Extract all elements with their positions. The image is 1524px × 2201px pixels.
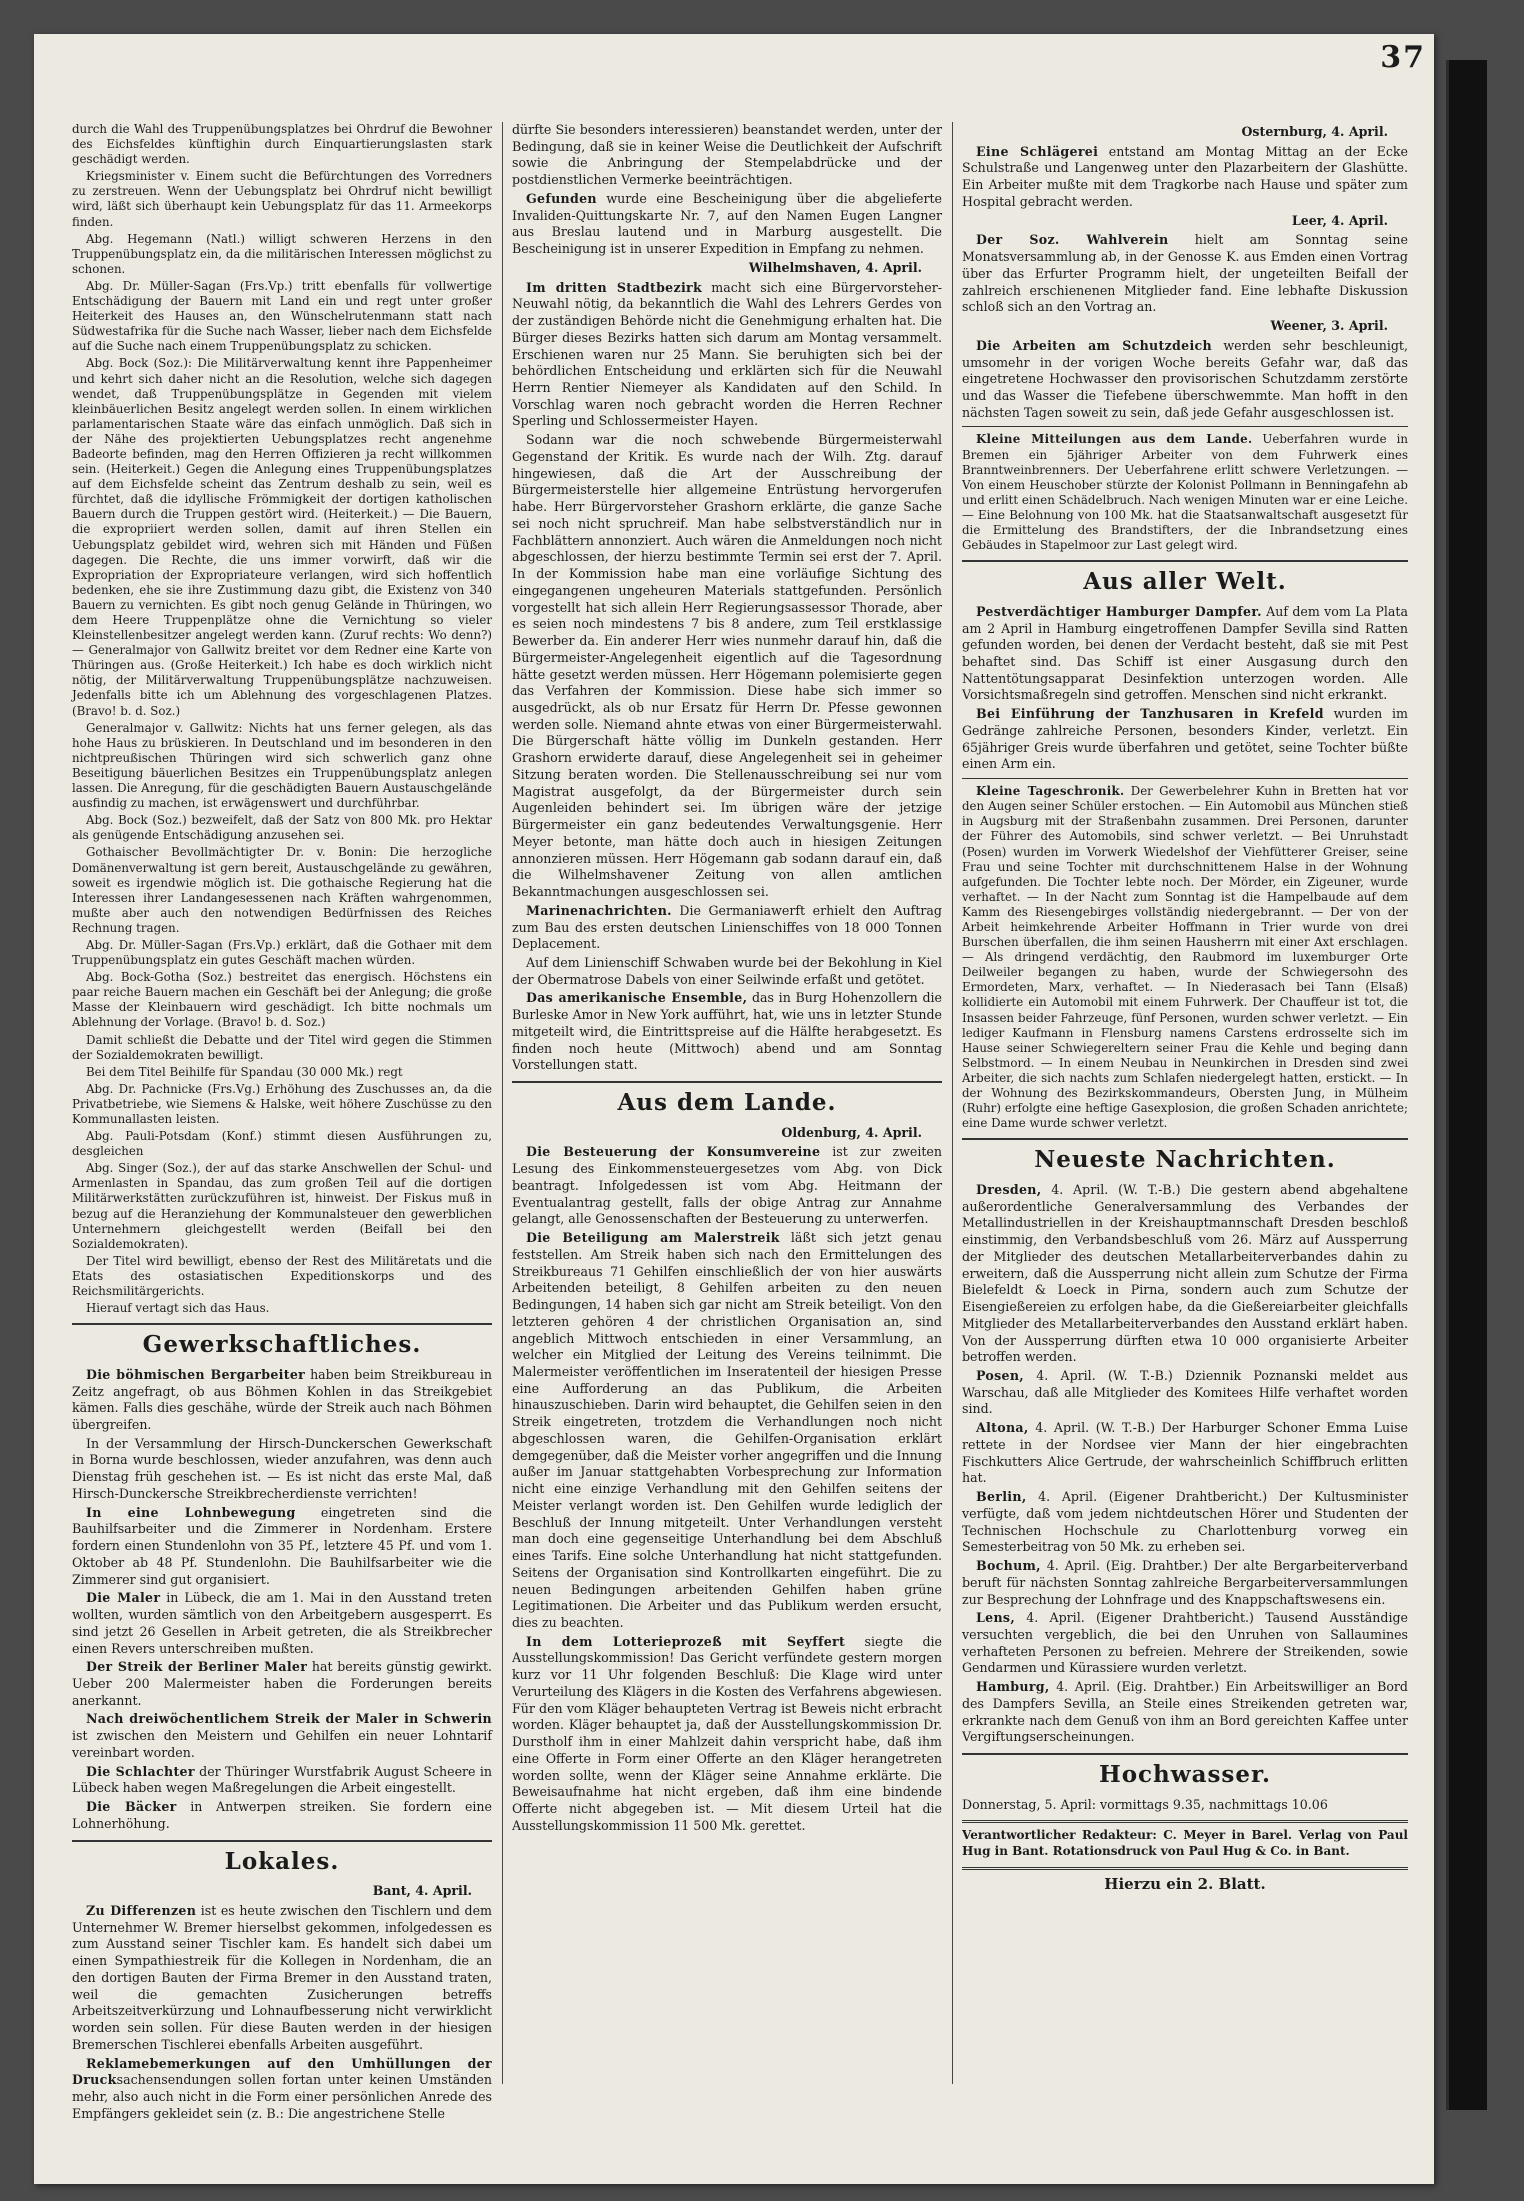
report-paragraph: Damit schließt die Debatte und der Titel wird gegen die Stimmen der Sozialdemokraten bewilligt. [72, 1032, 492, 1062]
report-paragraph: Abg. Singer (Soz.), der auf das starke Anschwellen der Schul- und Armenlasten in Spandau, das zum großen Teil auf die dortigen Militärwerkstätten zurückzuführen ist, hinweist. Der Fiskus muß in bezug auf die Heranziehung der Kommunalsteuer den gewerblichen Unternehmern gleichgestellt werden (Beifall bei den Sozialdemokraten). [72, 1161, 492, 1251]
reichstag-report [72, 122, 492, 1316]
item-rubric: Die Besteuerung der Konsumvereine [526, 1144, 821, 1160]
tide-times: Donnerstag, 5. April: vormittags 9.35, nachmittags 10.06 [962, 1796, 1328, 1812]
item-text: 4. April. (Eigener Drahtbericht.) Der Kultusminister verfügte, daß vom jedem nichtdeutschen Hörer und Studenten der Technischen Hochschule zu Charlottenburg vorweg ein Semesterbeitrag von 50 Mk. zu erheben sei. [962, 1489, 1408, 1555]
item-rubric: Dresden, [976, 1181, 1042, 1197]
dateline: Wilhelmshaven, 4. April. [748, 259, 922, 275]
item-rubric: Reklamebemerkungen auf den Umhüllungen der Druck [72, 2055, 492, 2088]
news-item [962, 1610, 1408, 1677]
item-rubric: Altona, [976, 1420, 1029, 1436]
news-item [962, 144, 1408, 211]
news-item [962, 604, 1408, 704]
report-paragraph: Hierauf vertagt sich das Haus. [86, 1301, 270, 1316]
item-text: hielt am Sonntag seine Monatsversammlung ab, in der Genosse K. aus Emden einen Vortrag über das Erfurter Programm hielt, der ungeteilten Beifall der zahlreich erschienenen Mitglieder fand. Eine lebhafte Diskussion schloß sich an den Vortrag an. [962, 232, 1408, 315]
report-paragraph: Kriegsminister v. Einem sucht die Befürchtungen des Vorredners zu zerstreuen. Wenn der Uebungsplatz bei Ohrdruf nicht bewilligt wird, läßt sich überhaupt kein Uebungsplatz für das 11. Armeekorps finden. [72, 169, 492, 229]
news-item [72, 1764, 492, 1797]
column-left [72, 122, 493, 2121]
item-rubric: Pestverdächtiger Hamburger Dampfer. [976, 603, 1262, 619]
dateline: Leer, 4. April. [1291, 212, 1388, 228]
item-rubric: Bei Einführung der Tanzhusaren in Krefeld [976, 706, 1324, 722]
item-rubric: Zu Differenzen [86, 1902, 197, 1918]
report-paragraph: Abg. Dr. Müller-Sagan (Frs.Vp.) tritt ebenfalls für vollwertige Entschädigung der Bauern mit Land ein und regt unter großer Heiterkeit des Hauses an, den Wünschelrutenmann statt nach Südwestafrika für die Suche nach Wasser, lieber nach dem Eichsfelde auf die Suche nach einem Truppenübungsplatz zu schicken. [72, 278, 492, 354]
section-divider [72, 1323, 492, 1325]
report-paragraph: Abg. Pauli-Potsdam (Konf.) stimmt diesen Ausführungen zu, desgleichen [72, 1129, 492, 1159]
section-heading: Hochwasser. [1098, 1761, 1272, 1789]
column-rule [952, 122, 953, 2084]
item-text: das in Burg Hohenzollern die Burleske Amor in New York aufführt, hat, wie uns in letzter Stunde mitgeteilt wird, die Eintrittspreise auf die Hälfte herabgesetzt. Es finden noch heute (Mittwoch) abend und am Sonntag Vorstellungen statt. [512, 990, 942, 1073]
news-item [512, 191, 942, 258]
item-text: ist es heute zwischen den Tischlern und dem Unternehmer W. Bremer hierselbst gekommen, infolgedessen es zum Ausstand seiner Tischler kam. Es handelt sich dabei um einen Sympathiestreik für die Kollegen in Nordenham, die an den dortigen Bauten der Firma Bremer in den Ausstand traten, weil die gemachten Zusicherungen betreffs Arbeitszeitverkürzung und Lohnaufbesserung nicht verwirklicht worden sein sollen. Für diese Bauten werden in der hiesigen Bremerschen Tischlerei ebenfalls Arbeiten ausgeführt. [72, 1902, 492, 2052]
report-paragraph: Bei dem Titel Beihilfe für Spandau (30 000 Mk.) regt [86, 1064, 403, 1079]
page-binding-edge [1446, 60, 1487, 2110]
section-heading: Aus aller Welt. [1083, 568, 1287, 596]
item-rubric: Kleine Tageschronik. [976, 784, 1125, 799]
news-item [72, 1903, 492, 2054]
item-text: haben beim Streikbureau in Zeitz angefragt, ob aus Böhmen Kohlen in das Streikgebiet kämen. Falls dies geschähe, würde der Streik auch nach Böhmen übergreifen. [72, 1366, 492, 1432]
news-item [962, 1558, 1408, 1608]
item-rubric: Im dritten Stadtbezirk [526, 279, 702, 295]
item-text: wurden im Gedränge zahlreiche Personen, besonders Kinder, verletzt. Ein 65jähriger Greis wurde überfahren und getötet, seine Tochter büßte einen Arm ein. [962, 706, 1408, 772]
item-rubric: Eine Schlägerei [976, 143, 1099, 159]
section-divider [962, 1820, 1408, 1823]
supplement-notice: Hierzu ein 2. Blatt. [1104, 1874, 1266, 1893]
news-item [72, 1590, 492, 1657]
item-rubric: Berlin, [976, 1489, 1027, 1505]
section-neueste-nachrichten [962, 1145, 1408, 1746]
news-item [962, 706, 1408, 773]
dateline: Weener, 3. April. [1270, 318, 1388, 334]
news-item [512, 280, 942, 431]
news-item [962, 232, 1408, 316]
item-rubric: Der Streik der Berliner Maler [86, 1659, 308, 1675]
report-paragraph: Abg. Dr. Pachnicke (Frs.Vg.) Erhöhung des Zuschusses an, da die Privatbetriebe, wie Siemens & Halske, weit höhere Zuschüsse zu den Kommunallasten leisten. [72, 1081, 492, 1126]
news-item [72, 1711, 492, 1761]
news-item [512, 955, 942, 988]
section-divider [962, 1138, 1408, 1140]
report-paragraph: Der Titel wird bewilligt, ebenso der Rest des Militäretats und die Etats des ostasiatischen Expeditionskorps und des Reichsmilitärgerichts. [72, 1253, 492, 1299]
news-item [72, 1436, 492, 1503]
news-item [962, 1679, 1408, 1746]
item-rubric: Hamburg, [976, 1679, 1050, 1695]
news-item [962, 1182, 1408, 1366]
item-text: in Antwerpen streiken. Sie fordern eine Lohnerhöhung. [72, 1799, 492, 1831]
item-text: hat bereits günstig gewirkt. Ueber 200 Malermeister haben die Forderungen bereits anerkannt. [72, 1659, 493, 1708]
item-text: ist zwischen den Meistern und Gehilfen ein neuer Lohntarif vereinbart worden. [72, 1728, 492, 1760]
newspaper-page [34, 34, 1434, 2184]
item-text: eingetreten sind die Bauhilfsarbeiter und die Zimmerer in Nordenham. Erstere fordern einen Stundenlohn von 35 Pf., letztere 45 Pf. und vom 1. Oktober ab 48 Pf. Stundenlohn. Die Bauhilfsarbeiter wie die Zimmerer sind gut organisiert. [72, 1504, 492, 1587]
news-item [72, 1505, 492, 1589]
item-text: 4. April. (W. T.-B.) Die gestern abend abgehaltene außerordentliche Generalversammlung des Verbandes der Metallindustriellen in der Kreishauptmannschaft Dresden beschloß einstimmig, den Verbandsbeschluß vom 26. März auf Aussperrung der Mitglieder des deutschen Metallarbeiterverbandes dahin zu erweitern, daß die Aussperrung nicht allein zum Schutze der Firma Bielefeldt & Loeck in Pirna, sondern auch zum Schutze der Eisengießereien zu erfolgen habe, da die Gießereiarbeiter gleichfalls Mitglieder des Metallarbeiterverbandes den Ausstand erklärt haben. Von der Aussperrung dürften etwa 10 000 organisierte Arbeiter betroffen werden. [962, 1181, 1408, 1365]
news-item [962, 784, 1408, 1131]
item-rubric: Das amerikanische Ensemble, [526, 990, 748, 1006]
item-rubric: Die Maler [86, 1590, 161, 1606]
news-item [512, 432, 942, 901]
news-item [72, 1659, 492, 1709]
item-text: wurde eine Bescheinigung über die abgelieferte Invaliden-Quittungskarte Nr. 7, auf den Namen Eugen Langner aus Breslau lautend und in Marburg ausgestellt. Die Bescheinigung ist in unserer Expedition in Empfang zu nehmen. [512, 190, 942, 257]
item-rubric: Kleine Mitteilungen aus dem Lande. [976, 432, 1253, 447]
report-paragraph: Abg. Bock-Gotha (Soz.) bestreitet das energisch. Höchstens ein paar reiche Bauern machen ein Geschäft bei der Anlegung; die große Masse der Kleinbauern wird geschädigt. Ich bitte nochmals um Ablehnung der Vorlage. (Bravo! b. d. Soz.) [72, 970, 492, 1030]
item-rubric: Bochum, [976, 1558, 1041, 1574]
report-paragraph: Generalmajor v. Gallwitz: Nichts hat uns ferner gelegen, als das hohe Haus zu brüskieren. In Deutschland und im besonderen in den nichtpreußischen Thüringen wird sich schwerlich ganz ohne Beseitigung bäuerlichen Besitzes ein Truppenübungsplatz anlegen lassen. Die Anregung, für die geschädigten Bauern Austauschgelände ausfindig zu machen, ist erwägenswert und durchführbar. [72, 720, 492, 811]
column-middle [512, 122, 942, 2104]
item-text: 4. April. (Eig. Drahtber.) Ein Arbeitswilliger an Bord des Dampfers Sevilla, an Steile eines Streikenden getreten war, erkrankte nach dem Genuß von ihm an Bord gereichten Kaffee unter Vergiftungserscheinungen. [962, 1679, 1408, 1745]
item-rubric: Die böhmischen Bergarbeiter [86, 1366, 306, 1382]
item-rubric: Gefunden [526, 190, 597, 206]
report-paragraph: durch die Wahl des Truppenübungsplatzes bei Ohrdruf die Bewohner des Eichsfeldes künftighin durch Einquartierungslasten stark geschädigt werden. [72, 122, 492, 167]
report-paragraph: Abg. Dr. Müller-Sagan (Frs.Vp.) erklärt, daß die Gothaer mit dem Truppenübungsplatz ein gutes Geschäft machen würden. [72, 937, 492, 968]
item-text: sachensendungen sollen fortan unter keinen Umständen mehr, also auch nicht in die Form einer persönlichen Anrede des Empfängers gekleidet sein (z. B.: Die angestrichene Stelle [72, 2072, 492, 2121]
item-text: werden sehr beschleunigt, umsomehr in der vorigen Woche bereits Gefahr war, daß das eingetretene Hochwasser den provisorischen Schutzdamm zerstörte und das Wasser die Tiefebene überschwemmte. Man hofft in den nächsten Tagen soweit zu sein, daß jede Gefahr ausgeschlossen ist. [962, 337, 1408, 420]
item-text: Der Gewerbelehrer Kuhn in Bretten hat vor den Augen seiner Schüler erstochen. — Ein Automobil aus München stieß in Augsburg mit der Straßenbahn zusammen. Drei Personen, darunter der Führer des Automobils, sind schwer verletzt. — Bei Unruhstadt (Posen) wurden im Vorwerk Wiedelshof der Viehfütterer Greiser, seine Frau und seine Tochter mit durchschnittenem Halse in der Wohnung aufgefunden. Die Tochter lebte noch. Der Mörder, ein Zigeuner, wurde verhaftet. — In der Nacht zum Sonntag ist die Hampelbaude auf dem Kamm des Riesengebirges vollständig niedergebrannt. — Der von der Arbeit heimkehrende Arbeiter Hoffmann in Trier wurde von drei Burschen überfallen, die ihm seinen Hausherrn mit einer Axt erschlagen. — Als dringend verdächtig, den Raubmord im luxemburger Orte Deilweiler begangen zu haben, wurde der Schwiegersohn des Ermordeten, Marx, verhaftet. — In Niederasach bei Tann (Elsaß) kollidierte ein Automobil mit einem Fuhrwerk. Der Chauffeur ist tot, die Insassen beider Fahrzeuge, fünf Personen, wurden schwer verletzt. — Ein lediger Kaufmann in Flensburg namens Carstens erdrosselte sich im Hause seiner Schwiegereltern seiner Frau die Kehle und beging dann Selbstmord. — In einem Neubau in Neunkirchen in Dresden sind zwei Arbeiter, die sich nachts zum Schlafen niedergelegt hatten, erstickt. — In der Wohnung des Bezirkskommandeurs, Obersten Jung, in Mülheim (Ruhr) erfolgte eine heftige Gasexplosion, die großen Schaden anrichtete; eine Dame wurde schwer verletzt. [962, 784, 1408, 1131]
section-lokales [72, 1847, 492, 2123]
news-item [512, 1634, 942, 1835]
news-item [512, 903, 942, 953]
item-text: Die Germaniawerft erhielt den Auftrag zum Bau des ersten deutschen Linienschiffes von 18 000 Tonnen Deplacement. [512, 902, 942, 952]
item-text: macht sich eine Bürgervorsteher-Neuwahl nötig, da bekanntlich die Wahl des Lehrers Gerdes von der zuständigen Behörde nicht die Genehmigung erhalten hat. Die Bürger dieses Bezirks hatten sich darum am Montag versammelt. Erschienen waren nur 25 Mann. Sie beruhigten sich bei der behördlichen Entscheidung und erklärten sich für die Neuwahl Herrn Rentier Niemeyer als Kandidaten auf den Schild. In Vorschlag waren noch gebracht worden die Herren Rechner Sperling und Schlossermeister Hayen. [512, 279, 942, 429]
column-rule [502, 122, 503, 2084]
item-rubric: Die Schlachter [86, 1763, 195, 1779]
item-rubric: Die Arbeiten am Schutzdeich [976, 337, 1212, 353]
item-rubric: Posen, [976, 1367, 1024, 1383]
news-item [962, 338, 1408, 422]
news-item [72, 1367, 492, 1434]
continued-paragraph: dürfte Sie besonders interessieren) beanstandet werden, unter der Bedingung, daß sie in keiner Weise die Deutlichkeit der Aufschrift sowie die Anbringung der Stempelabdrücke und der postdienstlichen Vermerke beeinträchtigen. [512, 122, 942, 188]
item-text: Ueberfahren wurde in Bremen ein 5jähriger Arbeiter von dem Fuhrwerk eines Branntweinbrenners. Der Ueberfahrene erlitt schwere Verletzungen. — Von einem Heuschober stürzte der Kolonist Pollmann in Benningafehn ab und erlitt einen Schädelbruch. Nach wenigen Minuten war er eine Leiche. — Eine Belohnung von 100 Mk. hat die Staatsanwaltschaft ausgesetzt für die Ermittelung des Brandstifters, der die Inbrandsetzung eines Gebäudes in Stapelmoor zur Last gelegt wird. [962, 432, 1408, 553]
item-text: Auf dem Linienschiff Schwaben wurde bei der Bekohlung in Kiel der Obermatrose Dabels von einer Seilwinde erfaßt und getötet. [512, 954, 942, 987]
news-item [72, 2056, 492, 2123]
section-hochwasser [962, 1760, 1408, 1813]
item-text: Auf dem vom La Plata am 2 April in Hamburg eingetroffenen Dampfer Sevilla sind Ratten gefunden worden, bei denen der Verdacht besteht, daß sie mit Pest behaftet sind. Das Schiff ist einer Ausgasung durch den Nattentötungsapparat Desinfektion unterzogen worden. Alle Vorsichtsmaßregeln sind getroffen. Menschen sind nicht erkrankt. [962, 603, 1408, 703]
section-heading: Aus dem Lande. [617, 1089, 837, 1117]
column-right [962, 122, 1408, 2104]
item-text: In der Versammlung der Hirsch-Dunckerschen Gewerkschaft in Borna wurde beschlossen, wieder anzufahren, was denn auch Dienstag früh geschehen ist. — Es ist nicht das erste Mal, daß Hirsch-Dunckersche Streikbrecherdienste verrichten! [72, 1435, 492, 1501]
section-divider [962, 1867, 1408, 1870]
report-paragraph: Abg. Hegemann (Natl.) willigt schweren Herzens in den Truppenübungsplatz ein, da die militärischen Interessen möglichst zu schonen. [72, 231, 492, 276]
report-paragraph: Abg. Bock (Soz.): Die Militärverwaltung kennt ihre Pappenheimer und kehrt sich daher nicht an die Resolution, welche sich dagegen wendet, daß Truppenübungsplätze in Gegenden mit vielem kleinbäuerlichen Besitz angelegt werden sollen. In einem wirklichen parlamentarischen Staate wäre das einfach unmöglich. Daß sich in der Nähe des projektierten Uebungsplatzes recht angenehme Badeorte befinden, mag den Herren Offizieren ja recht willkommen sein. (Heiterkeit.) Gegen die Anlegung eines Truppenübungsplatzes auf dem Eichsfelde scheint das Zentrum deshalb zu sein, weil es fürchtet, daß die idyllische Frömmigkeit der dortigen katholischen Bauern durch die Truppen gestört wird. (Heiterkeit.) — Die Bauern, die expropriiert werden sollen, damit auf ihren Stellen ein Uebungsplatz gebildet wird, wehren sich mit Händen und Füßen dagegen. Die Rechte, die uns immer vorwirft, daß wir die Expropriation der Expropriateure verlangen, wird sich hoffentlich bedenken, ehe sie ihre Zustimmung dazu gibt, die Existenz von 340 Bauern zu vernichten. Es gibt noch genug Gelände in Thüringen, wo dem Heere Truppenplätze ohne die Vernichtung so vieler Kleinstellenbesitzer angelegt werden kann. (Zuruf rechts: Wo denn?) — Generalmajor von Gallwitz breitet vor dem Redner eine Karte von Thüringen aus. (Große Heiterkeit.) Ich habe es doch wirklich nicht nötig, der Militärverwaltung Truppenübungsplätze nachzuweisen. Jedenfalls bitte ich um Ablehnung des vorgeschlagenen Platzes. (Bravo! b. d. Soz.) [72, 356, 492, 718]
news-item [72, 1799, 492, 1832]
section-divider [962, 560, 1408, 562]
item-text: 4. April. (W. T.-B.) Der Harburger Schoner Emma Luise rettete in der Nordsee vier Mann der hier eingebrachten Fischkutters Alice Gertrude, der wahrscheinlich Schiffbruch erlitten hat. [962, 1420, 1408, 1486]
section-aus-aller-welt [962, 567, 1408, 1131]
item-text: Sodann war die noch schwebende Bürgermeisterwahl Gegenstand der Kritik. Es wurde nach der Wilh. Ztg. darauf hingewiesen, daß die Art der Ausschreibung der Bürgermeisterstelle hier allgemeine Entrüstung hervorgerufen habe. Herr Bürgervorsteher Grashorn erklärte, die ganze Sache sei noch nicht spruchreif. Man habe selbstverständlich nur in Fachblättern annonziert. Auch wären die Anmeldungen noch nicht abgeschlossen, der hierzu bestimmte Termin sei erst der 7. April. In der Kommission habe man eine vorläufige Sichtung des eingegangenen ungeheuren Materials stattgefunden. Persönlich vorgestellt hat sich allein Herr Regierungsassessor Thorade, aber es seien noch mindestens 7 bis 8 andere, zum Teil erstklassige Bewerber da. Ein anderer Herr wies nunmehr darauf hin, daß die Bürgermeister-Angelegenheit eigentlich auf die Tagesordnung hätte gesetzt werden müssen. Herr Högemann polemisierte gegen das Verfahren der Kommission. Diese habe sich immer so ausgedrückt, als ob nur Ersatz für Herrn Dr. Pfesse gewonnen werden solle. Niemand ahnte etwas von einer Bürgermeisterwahl. Die Bürgerschaft hätte völlig im Dunkeln gestanden. Herr Grashorn erwiderte darauf, diese Angelegenheit sei in geheimer Sitzung beraten worden. Die Stellenausschreibung sei nur vom Magistrat ausgefolgt, da der Bürgermeister durch sein Augenleiden behindert sei. Im übrigen wäre der jetzige Bürgermeister ein ganz bedeutendes Verwaltungsgenie. Herr Meyer betonte, man hätte doch auch in hiesigen Zeitungen annonzieren müssen. Herr Högemann gab sodann darauf ein, daß die Wilhelmshavener Zeitung von allen amtlichen Bekanntmachungen ausgeschlossen sei. [512, 432, 942, 900]
section-gewerkschaftliches [72, 1330, 492, 1832]
news-item [962, 1489, 1408, 1556]
dateline: Bant, 4. April. [372, 1883, 472, 1899]
dateline: Osternburg, 4. April. [1241, 124, 1388, 139]
item-text: 4. April. (Eigener Drahtbericht.) Tausend Ausständige versuchten vergeblich, die bei den Unruhen von Sallaumines verhafteten Personen zu befreien. Mehrere der Streikenden, sowie Gendarmen und Kürassiere wurden verletzt. [962, 1610, 1408, 1676]
item-text: siegte die Ausstellungskommission! Das Gericht verfündete gestern morgen kurz vor 11 Uhr folgenden Beschluß: Die Klage wird unter Verurteilung des Klägers in die Kosten des Verfahrens abgewiesen. Für den vom Kläger behaupteten Vertrag ist Beweis nicht erbracht worden. Kläger behauptet ja, daß der Ausstellungskommission Dr. Durstholf ihm in einer Mahlzeit dahin verspricht habe, daß ihm eine Offerte in Form einer Offerte an den Kläger herangetreten worden sollte, wenn der Kläger seine Annahme erklärte. Die Beweisaufnahme hat nicht ergeben, daß ihm eine bindende Offerte nicht abgegeben ist. — Mit diesem Urteil hat die Ausstellungskommission 11 500 Mk. gerettet. [512, 1633, 942, 1833]
dateline: Oldenburg, 4. April. [781, 1124, 922, 1140]
item-text: entstand am Montag Mittag an der Ecke Schulstraße und Langenweg unter den Plazarbeitern der Glashütte. Ein Arbeiter mußte mit dem Tragkorbe nach Hause und später zum Hospital gebracht werden. [962, 143, 1408, 209]
item-rubric: Der Soz. Wahlverein [976, 232, 1169, 248]
item-rubric: Die Beteiligung am Malerstreik [526, 1230, 780, 1246]
item-rubric: In dem Lotterieprozeß mit Seyffert [526, 1633, 846, 1649]
section-heading: Gewerkschaftliches. [142, 1331, 422, 1359]
item-rubric: Marinenachrichten. [526, 902, 672, 918]
news-item [962, 1368, 1408, 1418]
section-divider [72, 1840, 492, 1842]
item-text: 4. April. (Eig. Drahtber.) Der alte Bergarbeiterverband beruft für nächsten Sonntag zahlreiche Bergarbeiterversammlungen zur Besprechung der Lohnfrage und des Knappschaftswesens ein. [962, 1558, 1408, 1607]
news-item [962, 1420, 1408, 1487]
news-item [512, 1144, 942, 1228]
item-rubric: Nach dreiwöchentlichem Streik der Maler in Schwerin [86, 1711, 492, 1727]
section-divider [962, 426, 1408, 427]
item-text: 4. April. (W. T.-B.) Dziennik Poznanski meldet aus Warschau, daß alle Mitglieder des Komitees Hilfe verhaftet worden sind. [962, 1367, 1408, 1417]
page-number: 37 [1380, 40, 1426, 75]
item-rubric: Die Bäcker [86, 1799, 177, 1815]
item-text: in Lübeck, die am 1. Mai in den Ausstand treten wollten, wurden sämtlich von den Arbeitgebern ausgesperrt. Es sind jetzt 26 Gesellen in Arbeit getreten, die als Streikbrecher einen Revers unterschreiben mußten. [72, 1590, 492, 1656]
section-divider [962, 1753, 1408, 1755]
item-rubric: Lens, [976, 1610, 1015, 1626]
item-rubric: In eine Lohnbewegung [86, 1504, 296, 1520]
section-aus-dem-lande [512, 1088, 942, 1834]
imprint: Verantwortlicher Redakteur: C. Meyer in Barel. Verlag von Paul Hug in Bant. Rotationsdruck von Paul Hug & Co. in Bant. [962, 1828, 1408, 1859]
item-text: läßt sich jetzt genau feststellen. Am Streik haben sich nach den Ermittelungen des Streikbureaus 71 Gehilfen einschließlich der von hier auswärts Arbeitenden beteiligt, 8 Gehilfen arbeiten zu den neuen Bedingungen, 14 haben sich gar nicht am Streik beteiligt. Von den letzteren gehören 4 der christlichen Organisation an, sind angeblich Mittwoch entschieden in einer Versammlung, an welcher ein Mitglied der Leitung des Vereins teilnimmt. Die Malermeister veröffentlichen im Inseratenteil der hiesigen Presse eine Aufforderung an das Publikum, die Arbeiten hinauszuschieben. Darin wird behauptet, die Gehilfen seien in den Streik eingetreten, trotzdem die Verhandlungen noch nicht abgeschlossen waren, die Gehilfen-Organisation erklärt demgegenüber, daß die Meister vorher angegriffen und die Innung außer im Januar stattgehabten Vorbesprechung zur Information nicht eine einzige Verhandlung mit den Gehilfen seitens der Meister verlangt worden ist. Den Gehilfen wurde lediglich der Beschluß der Innung mitgeteilt. Unter Verhandlungen versteht man doch eine gegenseitige Unterhandlung bei dem Abschluß eines Tarifs. Eine solche Unterhandlung hat nicht stattgefunden. Seitens der Organisation sind Kontrollkarten eingeführt. Die zu neuen Bedingungen arbeitenden Gehilfen haben grüne Legitimationen. Die Arbeiter und das Publikum werden ersucht, dies zu beachten. [512, 1230, 942, 1630]
item-text: der Thüringer Wurstfabrik August Scheere in Lübeck haben wegen Maßregelungen die Arbeit eingestellt. [72, 1763, 492, 1796]
section-divider [512, 1081, 942, 1083]
news-item [512, 990, 942, 1074]
item-text: ist zur zweiten Lesung des Einkommensteuergesetzes vom Abg. von Dick beantragt. Infolgedessen ist vom Abg. Heitmann der Eventualantrag gestellt, falls der obige Antrag zur Annahme gelangt, alle Genossenschaften der Besteuerung zu unterwerfen. [512, 1144, 942, 1227]
section-heading: Lokales. [224, 1847, 340, 1875]
section-heading: Neueste Nachrichten. [1034, 1146, 1336, 1174]
section-wilhelmshaven [512, 260, 942, 1074]
report-paragraph: Abg. Bock (Soz.) bezweifelt, daß der Satz von 800 Mk. pro Hektar als genügende Entschädigung anzusehen sei. [72, 813, 492, 843]
news-item [512, 1230, 942, 1632]
section-divider [962, 778, 1408, 779]
news-item [962, 432, 1408, 553]
report-paragraph: Gothaischer Bevollmächtigter Dr. v. Bonin: Die herzogliche Domänenverwaltung ist gern bereit, Austauschgelände zu gewähren, soweit es irgendwie möglich ist. Die gothaische Regierung hat die Interessen ihrer Landangesessenen nach Kräften wahrgenommen, mußte aber auch den notwendigen Bedürfnissen des Reiches Rechnung tragen. [72, 845, 492, 935]
